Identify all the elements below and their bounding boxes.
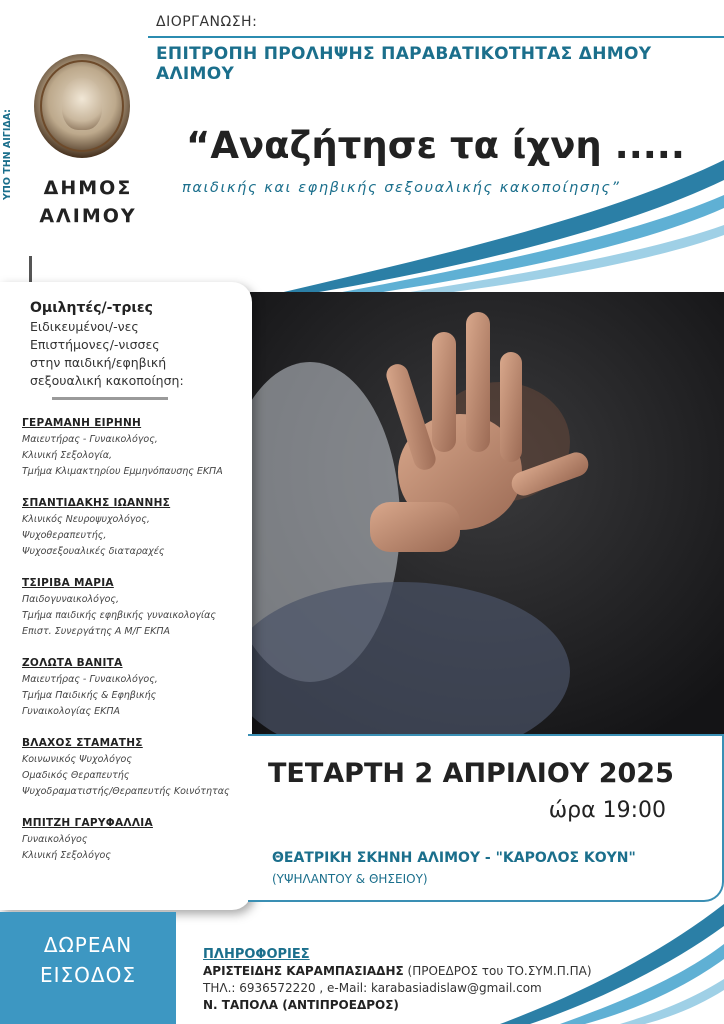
speaker-name: ΤΣΙΡΙΒΑ ΜΑΡΙΑ <box>22 577 114 589</box>
contact-person-1-role: (ΠΡΟΕΔΡΟΣ του ΤΟ.ΣΥΜ.Π.ΠΑ) <box>403 964 592 978</box>
free-entry-line-1: ΔΩΡΕΑΝ <box>43 933 133 957</box>
contact-heading: ΠΛΗΡΟΦΟΡΙΕΣ <box>203 947 310 962</box>
speakers-intro-line: Επιστήμονες/-νισσες <box>30 337 160 352</box>
header-divider <box>148 36 724 38</box>
speakers-intro-line: σεξουαλική κακοποίηση: <box>30 373 184 388</box>
speaker-role: Κλινική Σεξολογία, <box>22 450 113 461</box>
speaker-entry <box>22 657 240 720</box>
aegis-label: ΥΠΟ ΤΗΝ ΑΙΓΙΔΑ: <box>2 109 13 200</box>
hand-stop-illustration <box>250 292 724 734</box>
decorative-waves-top <box>0 150 724 300</box>
speaker-entry <box>22 417 240 480</box>
speaker-role: Ψυχοσεξουαλικές διαταραχές <box>22 546 165 557</box>
event-venue: ΘΕΑΤΡΙΚΗ ΣΚΗΝΗ ΑΛΙΜΟΥ - "ΚΑΡΟΛΟΣ ΚΟΥΝ" <box>272 850 636 866</box>
contact-info <box>203 946 592 1014</box>
speaker-name: ΓΕΡΑΜΑΝΗ ΕΙΡΗΝΗ <box>22 417 142 429</box>
free-entry-text <box>0 930 176 990</box>
speaker-entry <box>22 737 240 800</box>
speakers-intro-line: στην παιδική/εφηβική <box>30 355 167 370</box>
contact-phone-email: ΤΗΛ.: 6936572220 , e-Mail: karabasiadislaw@gmail.com <box>203 981 542 995</box>
speakers-intro-line: Ειδικευμένοι/-νες <box>30 319 139 334</box>
speaker-role: Γυναικολόγος <box>22 834 88 845</box>
free-entry-line-2: ΕΙΣΟΔΟΣ <box>40 963 136 987</box>
speaker-name: ΜΠΙΤΖΗ ΓΑΡΥΦΑΛΛΙΑ <box>22 817 153 829</box>
speaker-role: Κλινικός Νευροψυχολόγος, <box>22 514 150 525</box>
municipality-line-2: ΑΛΙΜΟΥ <box>39 205 137 227</box>
speakers-card <box>0 282 252 910</box>
speaker-role: Κοινωνικός Ψυχολόγος <box>22 754 132 765</box>
seal-portrait <box>62 78 102 130</box>
speaker-role: Παιδογυναικολόγος, <box>22 594 120 605</box>
municipality-line-1: ΔΗΜΟΣ <box>43 177 133 199</box>
contact-person-2-name: Ν. ΤΑΠΟΛΑ (ΑΝΤΙΠΡΟΕΔΡΟΣ) <box>203 998 399 1012</box>
event-date: ΤΕΤΑΡΤΗ 2 ΑΠΡΙΛΙΟΥ 2025 <box>268 758 674 789</box>
organizer-name: ΕΠΙΤΡΟΠΗ ΠΡΟΛΗΨΗΣ ΠΑΡΑΒΑΤΙΚΟΤΗΤΑΣ ΔΗΜΟΥ ΑΛΙΜΟΥ <box>156 44 652 84</box>
speaker-role: Τμήμα παιδικής εφηβικής γυναικολογίας <box>22 610 216 621</box>
speaker-role: Γυναικολογίας ΕΚΠΑ <box>22 706 120 717</box>
speaker-name: ΖΟΛΩΤΑ ΒΑΝΙΤΑ <box>22 657 123 669</box>
event-subtitle: παιδικής και εφηβικής σεξουαλικής κακοποίησης” <box>182 180 621 196</box>
event-time: ώρα 19:00 <box>548 798 666 823</box>
speaker-entry <box>22 817 240 864</box>
organizer-label: ΔΙΟΡΓΑΝΩΣΗ: <box>156 14 258 30</box>
speaker-entry <box>22 497 240 560</box>
speaker-role: Τμήμα Παιδικής & Εφηβικής <box>22 690 157 701</box>
speaker-name: ΣΠΑΝΤΙΔΑΚΗΣ ΙΩΑΝΝΗΣ <box>22 497 171 509</box>
speakers-divider <box>52 397 168 400</box>
speaker-role: Μαιευτήρας - Γυναικολόγος, <box>22 674 158 685</box>
speaker-role: Επιστ. Συνεργάτης Α Μ/Γ ΕΚΠΑ <box>22 626 171 637</box>
event-address: (ΥΨΗΛΑΝΤΟΥ & ΘΗΣΕΙΟΥ) <box>272 872 428 886</box>
speakers-intro <box>30 318 230 390</box>
hero-photo <box>250 292 724 734</box>
speaker-role: Ομαδικός Θεραπευτής <box>22 770 130 781</box>
speaker-name: ΒΛΑΧΟΣ ΣΤΑΜΑΤΗΣ <box>22 737 143 749</box>
speaker-entry <box>22 577 240 640</box>
speaker-role: Τμήμα Κλιμακτηρίου Εμμηνόπαυσης ΕΚΠΑ <box>22 466 223 477</box>
speaker-role: Κλινική Σεξολόγος <box>22 850 111 861</box>
municipality-seal-icon <box>34 54 130 158</box>
event-title: “Αναζήτησε τα ίχνη ..... <box>186 124 685 167</box>
contact-person-1-name: ΑΡΙΣΤΕΙΔΗΣ ΚΑΡΑΜΠΑΣΙΑΔΗΣ <box>203 964 404 978</box>
speakers-heading: Ομιλητές/-τριες <box>30 300 153 316</box>
speaker-role: Ψυχοθεραπευτής, <box>22 530 107 541</box>
accent-bar <box>29 256 32 282</box>
contact-person-1 <box>203 963 592 980</box>
speaker-role: Ψυχοδραματιστής/Θεραπευτής Κοινότητας <box>22 786 230 797</box>
contact-person-2 <box>203 997 592 1014</box>
speaker-role: Μαιευτήρας - Γυναικολόγος, <box>22 434 158 445</box>
